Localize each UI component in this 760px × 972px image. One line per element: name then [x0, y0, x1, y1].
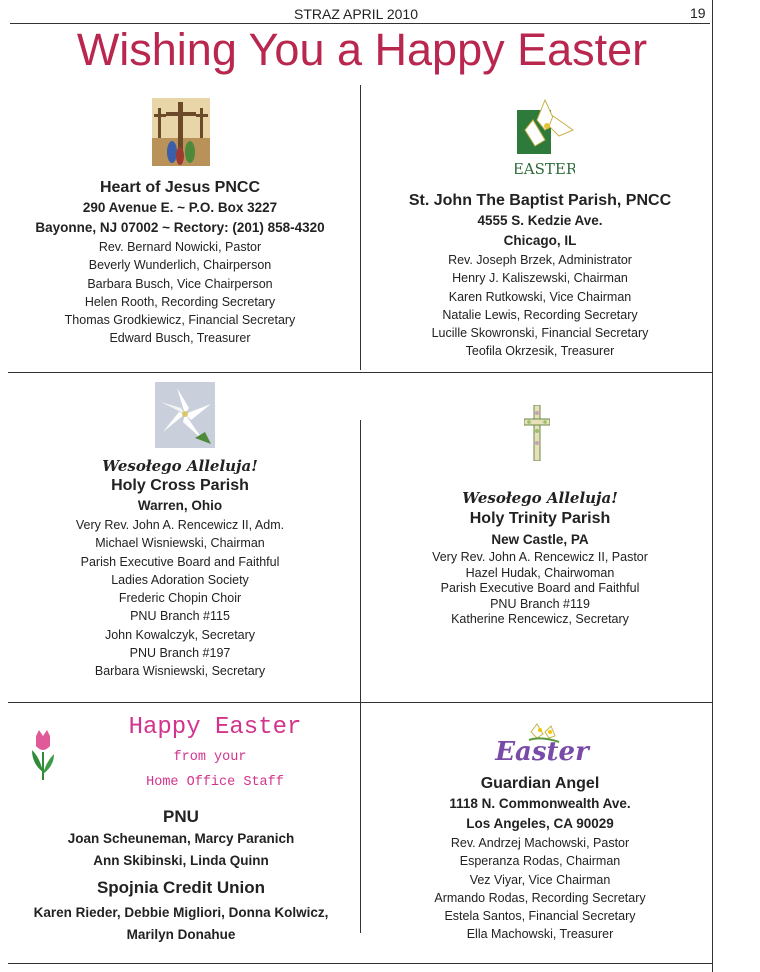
svg-text:Easter: Easter [495, 737, 589, 767]
parish-address-city: Bayonne, NJ 07002 ~ Rectory: (201) 858-4320 [35, 220, 325, 235]
tulip-icon [30, 728, 56, 782]
white-lily-icon [155, 382, 215, 448]
greeting-text: Wesołego Alleluja! [462, 489, 618, 507]
staff-line: Karen Rieder, Debbie Migliori, Donna Kolwicz, [33, 905, 329, 920]
parish-address-city: Chicago, IL [503, 233, 577, 248]
svg-text:EASTER: EASTER [515, 160, 575, 178]
person-line: Edward Busch, Treasurer [109, 331, 251, 346]
person-line: Vez Viyar, Vice Chairman [469, 872, 611, 887]
parish-name: Holy Trinity Parish [469, 510, 611, 527]
staff-line: Marilyn Donahue [126, 927, 236, 942]
person-line: Helen Rooth, Recording Secretary [84, 294, 276, 309]
crucifixion-image-icon [152, 98, 210, 166]
parish-location: New Castle, PA [491, 532, 589, 547]
person-line: PNU Branch #119 [490, 596, 590, 611]
person-line: Barbara Wisniewski, Secretary [94, 664, 266, 679]
person-line: Ella Machowski, Treasurer [466, 927, 614, 942]
person-line: Estela Santos, Financial Secretary [444, 909, 636, 924]
person-line: Parish Executive Board and Faithful [440, 581, 640, 596]
page-headline: Wishing You a Happy Easter [76, 24, 648, 75]
row-divider-1 [8, 372, 712, 373]
person-line: Katherine Rencewicz, Secretary [451, 612, 629, 627]
person-line: Thomas Grodkiewicz, Financial Secretary [64, 313, 296, 328]
person-line: Very Rev. John A. Rencewicz II, Pastor [432, 550, 648, 564]
home-office-staff-text: Home Office Staff [146, 775, 284, 790]
easter-script-lily-icon [493, 720, 591, 768]
person-line: Beverly Wunderlich, Chairperson [88, 258, 272, 273]
person-line: Rev. Andrzej Machowski, Pastor [450, 836, 630, 850]
person-line: PNU Branch #115 [130, 609, 230, 624]
greeting-text: Wesołego Alleluja! [102, 457, 258, 475]
person-line: PNU Branch #197 [129, 646, 231, 661]
org-pnu: PNU [163, 807, 199, 826]
person-line: Armando Rodas, Recording Secretary [434, 890, 646, 905]
person-line: Michael Wisniewski, Chairman [95, 536, 265, 551]
person-line: Natalie Lewis, Recording Secretary [442, 307, 638, 322]
panel-holy-cross [20, 456, 340, 681]
person-line: Ladies Adoration Society [111, 572, 249, 587]
column-divider-bottom [360, 703, 361, 933]
page-number: 19 [690, 5, 706, 21]
parish-name: Heart of Jesus PNCC [99, 179, 261, 196]
panel-st-john [380, 191, 700, 361]
person-line: Rev. Joseph Brzek, Administrator [448, 253, 632, 267]
right-margin-rule [712, 0, 713, 972]
person-line: Barbara Busch, Vice Chairperson [87, 276, 273, 291]
parish-location: Warren, Ohio [137, 498, 223, 513]
parish-address: 4555 S. Kedzie Ave. [477, 213, 603, 228]
panel-home-office [10, 806, 352, 946]
panel-holy-trinity [380, 488, 700, 628]
person-line: Frederic Chopin Choir [118, 591, 242, 606]
person-line: John Kowalczyk, Secretary [104, 627, 256, 642]
person-line: Esperanza Rodas, Chairman [459, 854, 621, 869]
staff-line: Joan Scheuneman, Marcy Paranich [67, 831, 295, 846]
parish-name: Holy Cross Parish [111, 477, 249, 494]
org-spojnia: Spojnia Credit Union [96, 878, 266, 897]
publication-header: STRAZ APRIL 2010 [294, 6, 418, 22]
parish-name: Guardian Angel [480, 775, 600, 792]
person-line: Hazel Hudak, Chairwoman [465, 565, 615, 580]
person-line: Karen Rutkowski, Vice Chairman [448, 289, 632, 304]
panel-heart-of-jesus [20, 178, 340, 348]
person-line: Rev. Bernard Nowicki, Pastor [98, 240, 262, 254]
parish-address: 290 Avenue E. ~ P.O. Box 3227 [82, 200, 278, 215]
person-line: Very Rev. John A. Rencewicz II, Adm. [75, 518, 285, 532]
parish-address: 1118 N. Commonwealth Ave. [449, 796, 631, 811]
from-your-text: from your [173, 750, 247, 765]
panel-guardian-angel [380, 774, 700, 944]
easter-lily-icon [515, 96, 575, 178]
person-line: Henry J. Kaliszewski, Chairman [452, 271, 628, 286]
staff-line: Ann Skibinski, Linda Quinn [93, 853, 269, 868]
column-divider-top [360, 85, 361, 370]
floral-cross-icon [524, 405, 550, 461]
bottom-rule [8, 963, 712, 964]
parish-address-city: Los Angeles, CA 90029 [466, 816, 614, 831]
parish-name: St. John The Baptist Parish, PNCC [408, 192, 672, 209]
person-line: Parish Executive Board and Faithful [80, 554, 280, 569]
column-divider-middle [360, 420, 361, 702]
person-line: Teofila Okrzesik, Treasurer [465, 344, 615, 359]
happy-easter-greeting: Happy Easter [128, 714, 302, 741]
person-line: Lucille Skowronski, Financial Secretary [431, 326, 649, 341]
